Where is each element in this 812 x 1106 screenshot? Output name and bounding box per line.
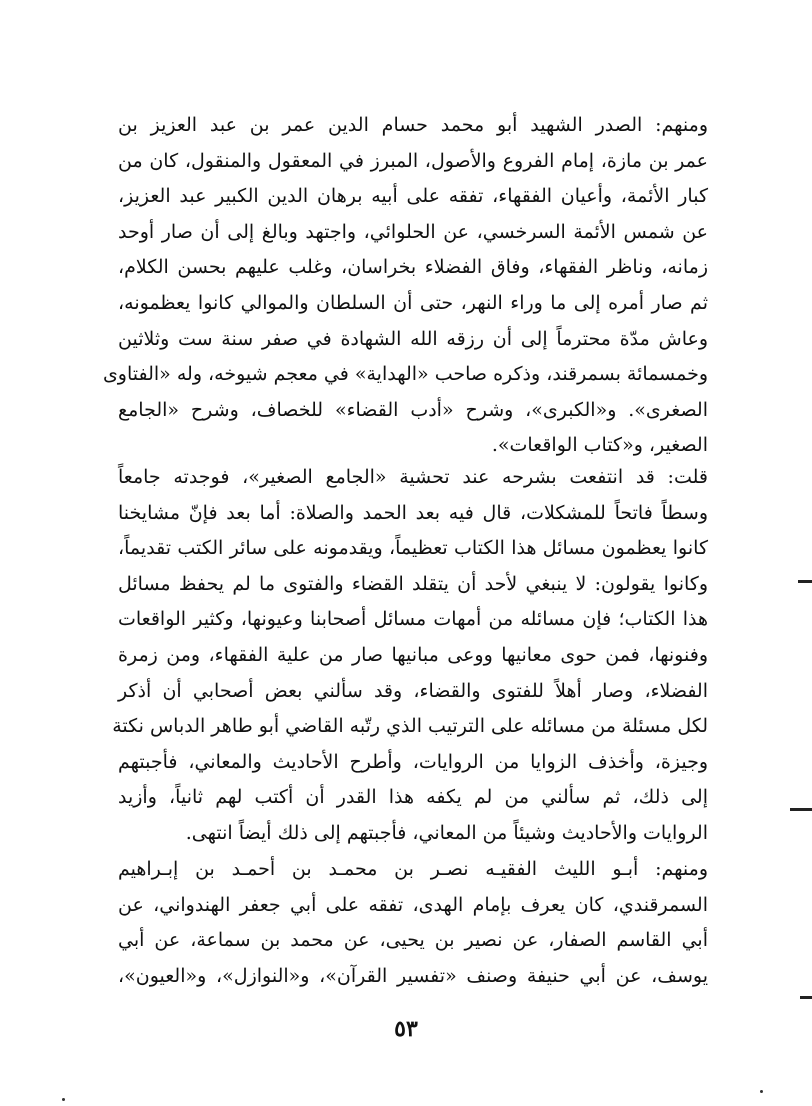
text-line: قلت: قد انتفعت بشرحه عند تحشية «الجامع الصغير»، فوجدته جامعاً: [118, 466, 708, 488]
text-line: ثم صار أمره إلى ما وراء النهر، حتى أن السلطان والموالي كانوا يعظمونه،: [118, 291, 708, 314]
scan-edge-mark: [800, 996, 812, 999]
text-line: عن شمس الأئمة السرخسي، عن الحلوائي، واجتهد وبالغ إلى أن صار أوحد: [118, 220, 708, 243]
scan-speck: [62, 1098, 65, 1101]
text-line: لكل مسئلة من مسائله على الترتيب الذي رتّبه القاضي أبو طاهر الدباس نكتة: [112, 715, 708, 738]
text-line: الصغير، و«كتاب الواقعات».: [491, 434, 708, 457]
text-line: وعاش مدّة محترماً إلى أن رزقه الله الشهادة في صفر سنة ست وثلاثين: [118, 327, 708, 350]
scan-edge-mark: [798, 580, 812, 583]
text-line: وجيزة، وأخذف الزوايا من الروايات، وأطرح الأحاديث والمعاني، فأجبتهم: [118, 750, 708, 773]
text-line: زمانه، وناظر الفقهاء، وفاق الفضلاء بخراسان، وغلب عليهم بحسن الكلام،: [118, 256, 708, 279]
page-number: ٥٣: [394, 1016, 418, 1042]
text-line: كانوا يعظمون مسائل هذا الكتاب تعظيماً، ويقدمونه على سائر الكتب تقديماً،: [118, 537, 708, 560]
paragraph-1: [102, 108, 708, 464]
text-line: الروايات والأحاديث وشيئاً من المعاني، فأجبتهم إلى ذلك أيضاً انتهى.: [185, 821, 708, 844]
text-line: يوسف، عن أبي حنيفة وصنف «تفسير القرآن»، و«النوازل»، و«العيون»،: [118, 964, 708, 987]
text-line: وفنونها، فمن حوى معانيها ووعى مبانيها صار من علية الفقهاء، ومن زمرة: [118, 643, 708, 666]
text-line: ومنهم: الصدر الشهيد أبو محمد حسام الدين عمر بن عبد العزيز بن: [118, 114, 708, 136]
text-line: وسطاً فاتحاً للمشكلات، قال فيه بعد الحمد والصلاة: أما بعد فإنّ مشايخنا: [118, 501, 708, 524]
text-line: وكانوا يقولون: لا ينبغي لأحد أن يتقلد القضاء والفتوى ما لم يحفظ مسائل: [118, 572, 708, 595]
scan-edge-mark: [790, 808, 812, 811]
text-line: الصغرى». و«الكبرى»، وشرح «أدب القضاء» للخصاف، وشرح «الجامع: [118, 398, 708, 421]
text-line: إلى ذلك، ثم سألني من لم يكفه هذا القدر أن أكتب لهم ثانياً، وأزيد: [118, 786, 708, 809]
text-line: وخمسمائة بسمرقند، وذكره صاحب «الهداية» في معجم شيوخه، وله «الفتاوى: [102, 363, 708, 386]
scan-speck: [760, 1090, 763, 1093]
text-line: عمر بن مازة، إمام الفروع والأصول، المبرز في المعقول والمنقول، كان من: [118, 149, 708, 172]
text-line: ومنهم: أبـو الليث الفقيـه نصـر بن محمـد بن أحمـد بن إبـراهيم: [118, 858, 708, 880]
text-line: الفضلاء، وصار أهلاً للفتوى والقضاء، وقد سألني بعض أصحابي أن أذكر: [118, 679, 708, 702]
text-line: كبار الأئمة، وأعيان الفقهاء، تفقه على أبيه برهان الدين الكبير عبد العزيز،: [118, 185, 708, 208]
text-line: السمرقندي، كان يعرف بإمام الهدى، تفقه على أبي جعفر الهندواني، عن: [118, 893, 708, 916]
text-line: هذا الكتاب؛ فإن مسائله من أمهات مسائل أصحابنا وعيونها، وكثير الواقعات: [118, 608, 708, 631]
paragraph-3: [118, 852, 708, 994]
text-line: أبي القاسم الصفار، عن نصير بن يحيى، عن محمد بن سماعة، عن أبي: [118, 929, 708, 952]
paragraph-2: [112, 460, 708, 852]
